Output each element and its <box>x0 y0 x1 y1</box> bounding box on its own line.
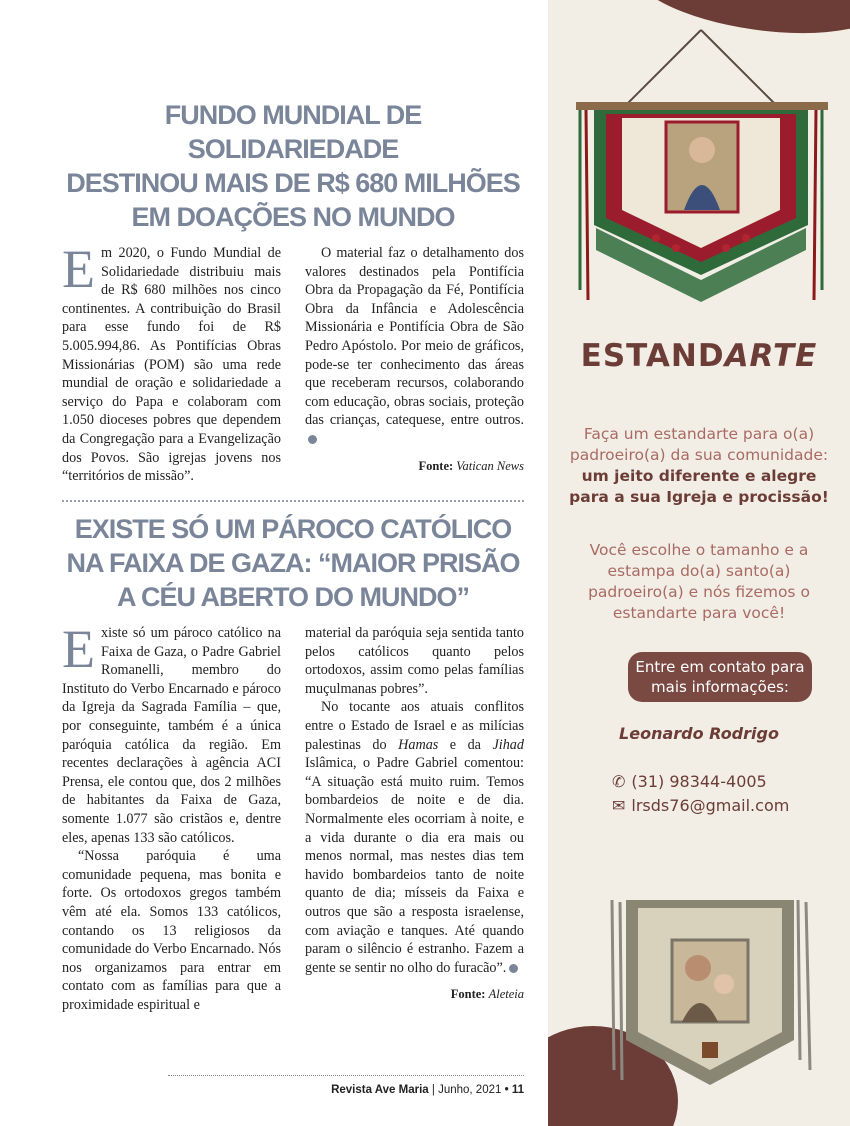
ad-text-line: padroeiro(a) da sua comunidade: <box>569 446 829 464</box>
article2-source <box>305 985 524 1004</box>
emphasis-text: Jihad <box>492 736 524 753</box>
banner-photo-icon <box>566 10 836 310</box>
estandarte-advertisement <box>548 0 850 1126</box>
contact-line: Entre em contato para <box>635 658 805 676</box>
article1-column-right <box>305 244 524 486</box>
article1-headline <box>62 98 524 234</box>
emphasis-text: Hamas <box>398 736 439 753</box>
headline-line: A CÉU ABERTO DO MUNDO” <box>116 582 469 612</box>
source-label: Fonte: <box>418 458 454 473</box>
magazine-name: Revista Ave Maria <box>331 1084 429 1096</box>
drop-cap: E <box>62 239 95 299</box>
phone-line <box>612 772 767 791</box>
article2-paragraph <box>62 847 281 1014</box>
article-solidarity-fund <box>62 98 524 486</box>
paragraph-text: material da paróquia seja sentida tanto pelos católicos quanto pelos ortodoxos, assim como pelas famílias muçulmanas pobres”. <box>305 625 524 697</box>
contact-name: Leonardo Rodrigo <box>619 724 779 743</box>
email-address: lrsds76@gmail.com <box>631 796 790 815</box>
contact-line: mais informações: <box>651 678 789 696</box>
drop-cap: E <box>62 619 95 679</box>
footer-separator: | <box>431 1084 435 1096</box>
paragraph-text: xiste só um pároco católico na Faixa de Gaza, o Padre Gabriel Romanelli, membro do Instituto do Verbo Encarnado e pároco da Igreja da Sagrada Família – que, por conseguinte, também é a única paróquia católica da região. Em recentes declarações à agência ACI Prensa, ele contou que, dos 2 milhões de habitantes da Faixa de Gaza, somente 1.077 são cristãos e, dentre eles, apenas 133 são católicos. <box>62 625 281 846</box>
ad-text-line: um jeito diferente e alegre <box>581 467 817 485</box>
headline-line: EXISTE SÓ UM PÁROCO CATÓLICO <box>74 514 512 544</box>
headline-line: FUNDO MUNDIAL DE SOLIDARIEDADE <box>164 100 422 164</box>
ad-text-line: Você escolhe o tamanho e a <box>589 541 809 559</box>
article2-headline <box>62 512 524 614</box>
article2-columns <box>62 619 524 1014</box>
paragraph-text: e da <box>438 736 493 753</box>
page-footer <box>168 1075 524 1096</box>
article-gaza-priest <box>62 512 524 1014</box>
source-label: Fonte: <box>450 987 486 1002</box>
source-name: Aleteia <box>488 987 524 1002</box>
headline-line: EM DOAÇÕES NO MUNDO <box>131 202 455 232</box>
headline-line: NA FAIXA DE GAZA: “MAIOR PRISÃO <box>66 548 520 578</box>
issue-date: Junho, 2021 <box>438 1084 502 1096</box>
paragraph-text: “Nossa paróquia é uma comunidade pequena, mas bonita e forte. Os ortodoxos gregos também vêm até ela. Somos 133 católicos, contando os 13 religiosos da comunidade do Verbo Encarnado. Nós nos organizamos para entrar em contato com as famílias para que a proximidade espiritual e <box>62 848 281 1013</box>
paragraph-text: Islâmica, o Padre Gabriel comentou: “A situação está muito ruim. Temos bombardeios de noite e de dia. Normalmente eles ocorriam à noite, e a vida durante o dia era mais ou menos normal, mas nestes dias tem havido bombardeios tanto de noite quanto de dia; mísseis da Faixa e outros que são a resposta israelense, com aviação e tanques. Até quando param o silêncio é estranho. Fazem a gente se sentir no olho do furacão”. <box>305 755 524 976</box>
brand-part: ARTE <box>724 338 818 374</box>
ad-text-line: para a sua Igreja e procissão! <box>569 488 829 506</box>
paragraph-text: O material faz o detalhamento dos valores destinados pela Pontifícia Obra da Propagação da Fé, Pontifícia Obra da Infância e Adolescência Missionária e Pontifícia Obra de São Pedro Apóstolo. Por meio de gráficos, pode-se ter conhecimento das áreas que receberam recursos, colaborando com educação, obras sociais, proteção das crianças, catequese, entre outros. <box>305 245 524 429</box>
article2-paragraph <box>305 624 524 698</box>
ad-text-line: Faça um estandarte para o(a) <box>583 425 815 443</box>
banner-photo-2-icon <box>598 880 828 1110</box>
phone-number: (31) 98344-4005 <box>631 772 767 791</box>
ad-text-line: estampa do(a) santo(a) <box>607 562 791 580</box>
end-mark-icon <box>509 964 518 973</box>
paragraph-text: m 2020, o Fundo Mundial de Solidariedade distribuiu mais de R$ 680 milhões nos cinco continentes. A contribuição do Brasil para esse fundo foi de R$ 5.005.994,86. As Pontifícias Obras Missionárias (POM) são uma rede mundial de oração e solidariedade a serviço do Papa e colaboram com 1.050 dioceses pobres que dependem da Congregação para a Evangelização dos Povos. São igrejas jovens nos “territórios de missão”. <box>62 245 281 485</box>
end-mark-icon <box>308 435 317 444</box>
article2-paragraph <box>305 698 524 977</box>
email-line <box>612 796 789 815</box>
brand-part: ESTAND <box>580 338 725 374</box>
phone-icon: ✆ <box>612 772 626 791</box>
article1-column-left <box>62 239 281 486</box>
footer-bullet: • <box>504 1084 509 1096</box>
ad-body-text <box>548 540 850 624</box>
article1-paragraph <box>62 239 281 486</box>
contact-info-badge <box>628 652 812 702</box>
article1-source <box>305 457 524 476</box>
article-divider <box>62 500 524 502</box>
article2-paragraph <box>62 619 281 847</box>
article1-columns <box>62 239 524 486</box>
paragraph-text: No tocante aos atuais conflitos entre o Estado de Israel e as milícias palestinas do <box>305 699 524 753</box>
ad-intro-text <box>548 424 850 508</box>
article2-column-right <box>305 624 524 1014</box>
page-number: 11 <box>511 1084 524 1096</box>
ad-text-line: padroeiro(a) e nós fizemos o <box>588 583 810 601</box>
article1-paragraph <box>305 244 524 449</box>
source-name: Vatican News <box>456 458 524 473</box>
brand-logo <box>548 338 850 374</box>
article2-column-left <box>62 619 281 1014</box>
headline-line: DESTINOU MAIS DE R$ 680 MILHÕES <box>66 168 520 198</box>
ad-text-line: estandarte para você! <box>612 604 786 622</box>
email-icon: ✉ <box>612 796 626 815</box>
